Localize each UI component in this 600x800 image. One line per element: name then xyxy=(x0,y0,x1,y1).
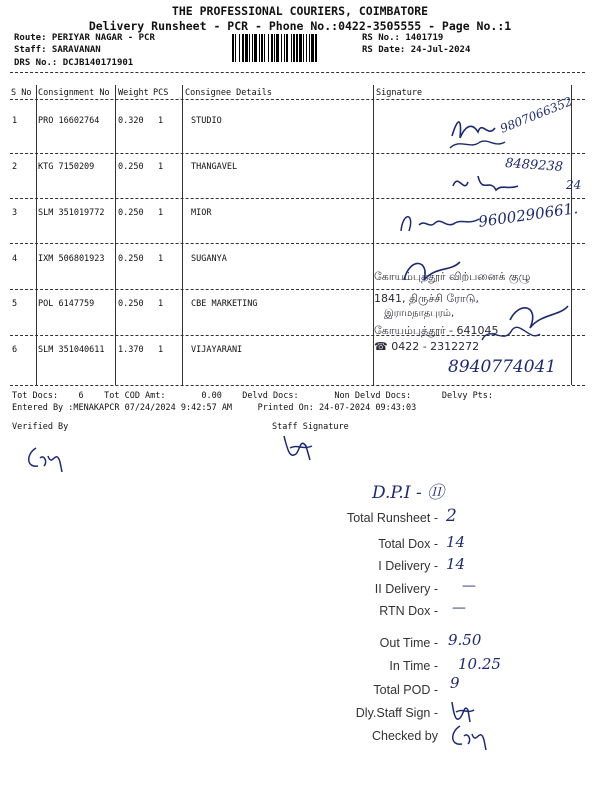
barcode-bar xyxy=(293,34,295,62)
staff-label: Staff: SARAVANAN xyxy=(14,45,101,55)
row3-phone: 9600290661. xyxy=(477,199,579,231)
header-rule xyxy=(10,99,585,100)
summary-value: — xyxy=(462,578,476,594)
summary-label: In Time - xyxy=(389,659,438,673)
route-label: Route: PERIYAR NAGAR - PCR xyxy=(14,33,155,43)
staff-signature-label: Staff Signature xyxy=(272,422,349,432)
barcode-bar xyxy=(284,34,285,62)
barcode-bar xyxy=(311,34,314,62)
row2-number: 24 xyxy=(566,178,582,192)
row-pcs: 1 xyxy=(158,162,164,172)
row-consignment: POL 6147759 xyxy=(38,299,95,309)
summary-label: Total Dox - xyxy=(378,537,438,551)
barcode-bar xyxy=(274,34,275,62)
barcode-bar xyxy=(249,34,250,62)
summary-value: 14 xyxy=(446,555,466,573)
row-consignment: KTG 7150209 xyxy=(38,162,95,172)
col-header-sno: S No xyxy=(11,88,32,98)
drs-number: DRS No.: DCJB140171901 xyxy=(14,58,134,68)
barcode-bar xyxy=(303,34,304,62)
barcode-bar xyxy=(261,34,263,62)
barcode-bar xyxy=(239,34,240,62)
row-pcs: 1 xyxy=(158,299,164,309)
summary-label: Total POD - xyxy=(373,683,438,697)
entered-by-line: Entered By :MENAKAPCR 07/24/2024 9:42:57 AM Printed On: 24-07-2024 09:43:03 xyxy=(12,403,417,413)
verified-by-label: Verified By xyxy=(12,422,69,432)
barcode-bar xyxy=(264,34,265,62)
row-pcs: 1 xyxy=(158,345,164,355)
row-weight: 1.370 xyxy=(118,345,144,355)
signature-row-2 xyxy=(448,168,528,198)
summary-label: RTN Dox - xyxy=(379,604,438,618)
barcode xyxy=(230,34,355,62)
row-separator xyxy=(10,198,585,199)
row-consignee: THANGAVEL xyxy=(191,162,238,172)
col-divider xyxy=(182,85,183,385)
row-weight: 0.250 xyxy=(118,299,144,309)
barcode-bar xyxy=(245,34,248,62)
summary-value: 9.50 xyxy=(448,631,482,649)
summary-value: — xyxy=(452,600,466,616)
table-top-rule xyxy=(10,72,585,73)
row1-phone: 9807066352 xyxy=(498,94,575,136)
runsheet-subtitle: Delivery Runsheet - PCR - Phone No.:0422-3505555 - Page No.:1 xyxy=(88,19,512,33)
company-title: THE PROFESSIONAL COURIERS, COIMBATORE xyxy=(171,4,429,18)
barcode-bar xyxy=(296,34,298,62)
barcode-bar xyxy=(286,34,288,62)
row-consignment: SLM 351040611 xyxy=(38,345,105,355)
row-pcs: 1 xyxy=(158,254,164,264)
row-separator xyxy=(10,243,585,244)
summary-label: Out Time - xyxy=(379,636,438,650)
barcode-bar xyxy=(252,34,253,62)
summary-label: Checked by xyxy=(371,729,438,743)
row-consignee: VIJAYARANI xyxy=(191,345,243,355)
summary-label: Total Runsheet - xyxy=(346,511,438,525)
row-sno: 4 xyxy=(12,254,18,264)
totals-line: Tot Docs: 6 Tot COD Amt: 0.00 Delvd Docs: Non Delvd Docs: Delvy Pts: xyxy=(12,391,494,401)
row-pcs: 1 xyxy=(158,208,164,218)
row-sno: 3 xyxy=(12,208,18,218)
table-bottom-rule xyxy=(10,385,585,386)
row-consignment: PRO 16602764 xyxy=(38,116,100,126)
col-header-pcs: PCS xyxy=(153,88,169,98)
dpi-heading: D.P.I - ⑪ xyxy=(372,483,445,503)
verified-signature xyxy=(22,440,67,475)
col-header-consignee: Consignee Details xyxy=(185,88,272,98)
barcode-bar xyxy=(268,34,269,62)
summary-value: 10.25 xyxy=(458,655,501,673)
row-weight: 0.320 xyxy=(118,116,144,126)
barcode-bar xyxy=(291,34,292,62)
stamp-signature-scribble xyxy=(390,250,580,360)
barcode-bar xyxy=(281,34,282,62)
barcode-graphic xyxy=(230,34,355,62)
barcode-bar xyxy=(259,34,260,62)
row-weight: 0.250 xyxy=(118,254,144,264)
row-separator xyxy=(10,153,585,154)
row-sno: 2 xyxy=(12,162,18,172)
rs-number: RS No.: 1401719 xyxy=(362,33,444,43)
row-sno: 5 xyxy=(12,299,18,309)
barcode-bar xyxy=(242,34,244,62)
barcode-bar xyxy=(315,34,317,62)
barcode-bar xyxy=(309,34,310,62)
summary-value: 2 xyxy=(446,506,457,526)
row-sno: 6 xyxy=(12,345,18,355)
checked-by-signature xyxy=(446,718,491,753)
row-consignee: CBE MARKETING xyxy=(191,299,258,309)
row-pcs: 1 xyxy=(158,116,164,126)
stamp-line: ☎ 0422 - 2312272 xyxy=(374,340,480,353)
row-weight: 0.250 xyxy=(118,162,144,172)
row2-phone: 8489238 xyxy=(504,155,564,176)
row-consignee: MIOR xyxy=(191,208,212,218)
staff-signature xyxy=(276,428,321,468)
col-header-signature: Signature xyxy=(376,88,423,98)
barcode-bar xyxy=(235,34,236,62)
summary-value: 14 xyxy=(446,533,466,551)
barcode-bar xyxy=(271,34,273,62)
signature-row-3 xyxy=(395,205,485,240)
row-consignee: STUDIO xyxy=(191,116,222,126)
barcode-bar xyxy=(299,34,302,62)
summary-value: 9 xyxy=(450,674,460,692)
summary-label: II Delivery - xyxy=(374,582,438,596)
stamp-line: கோயம்புத்தூர் - 641045 xyxy=(374,324,499,337)
stamp-line: இராமநாதபுரம், xyxy=(384,308,455,319)
row-sno: 1 xyxy=(12,116,18,126)
barcode-bar xyxy=(254,34,257,62)
row6-phone: 8940774041 xyxy=(448,357,557,377)
row-weight: 0.250 xyxy=(118,208,144,218)
row-consignment: SLM 351019772 xyxy=(38,208,105,218)
barcode-bar xyxy=(232,34,234,62)
col-header-weight: Weight xyxy=(118,88,149,98)
barcode-bar xyxy=(306,34,307,62)
col-divider xyxy=(36,85,37,385)
stamp-line: 1841, திருச்சி ரோடு, xyxy=(374,292,479,305)
col-header-consignment: Consignment No xyxy=(38,88,110,98)
barcode-bar xyxy=(276,34,279,62)
stamp-line: கோயம்புத்தூர் விற்பனைக் குழு xyxy=(374,270,531,283)
summary-label: Dly.Staff Sign - xyxy=(355,706,438,720)
row-consignee: SUGANYA xyxy=(191,254,227,264)
rs-date: RS Date: 24-Jul-2024 xyxy=(362,45,471,55)
summary-label: I Delivery - xyxy=(378,559,438,573)
col-divider xyxy=(115,85,116,385)
row-consignment: IXM 506801923 xyxy=(38,254,105,264)
